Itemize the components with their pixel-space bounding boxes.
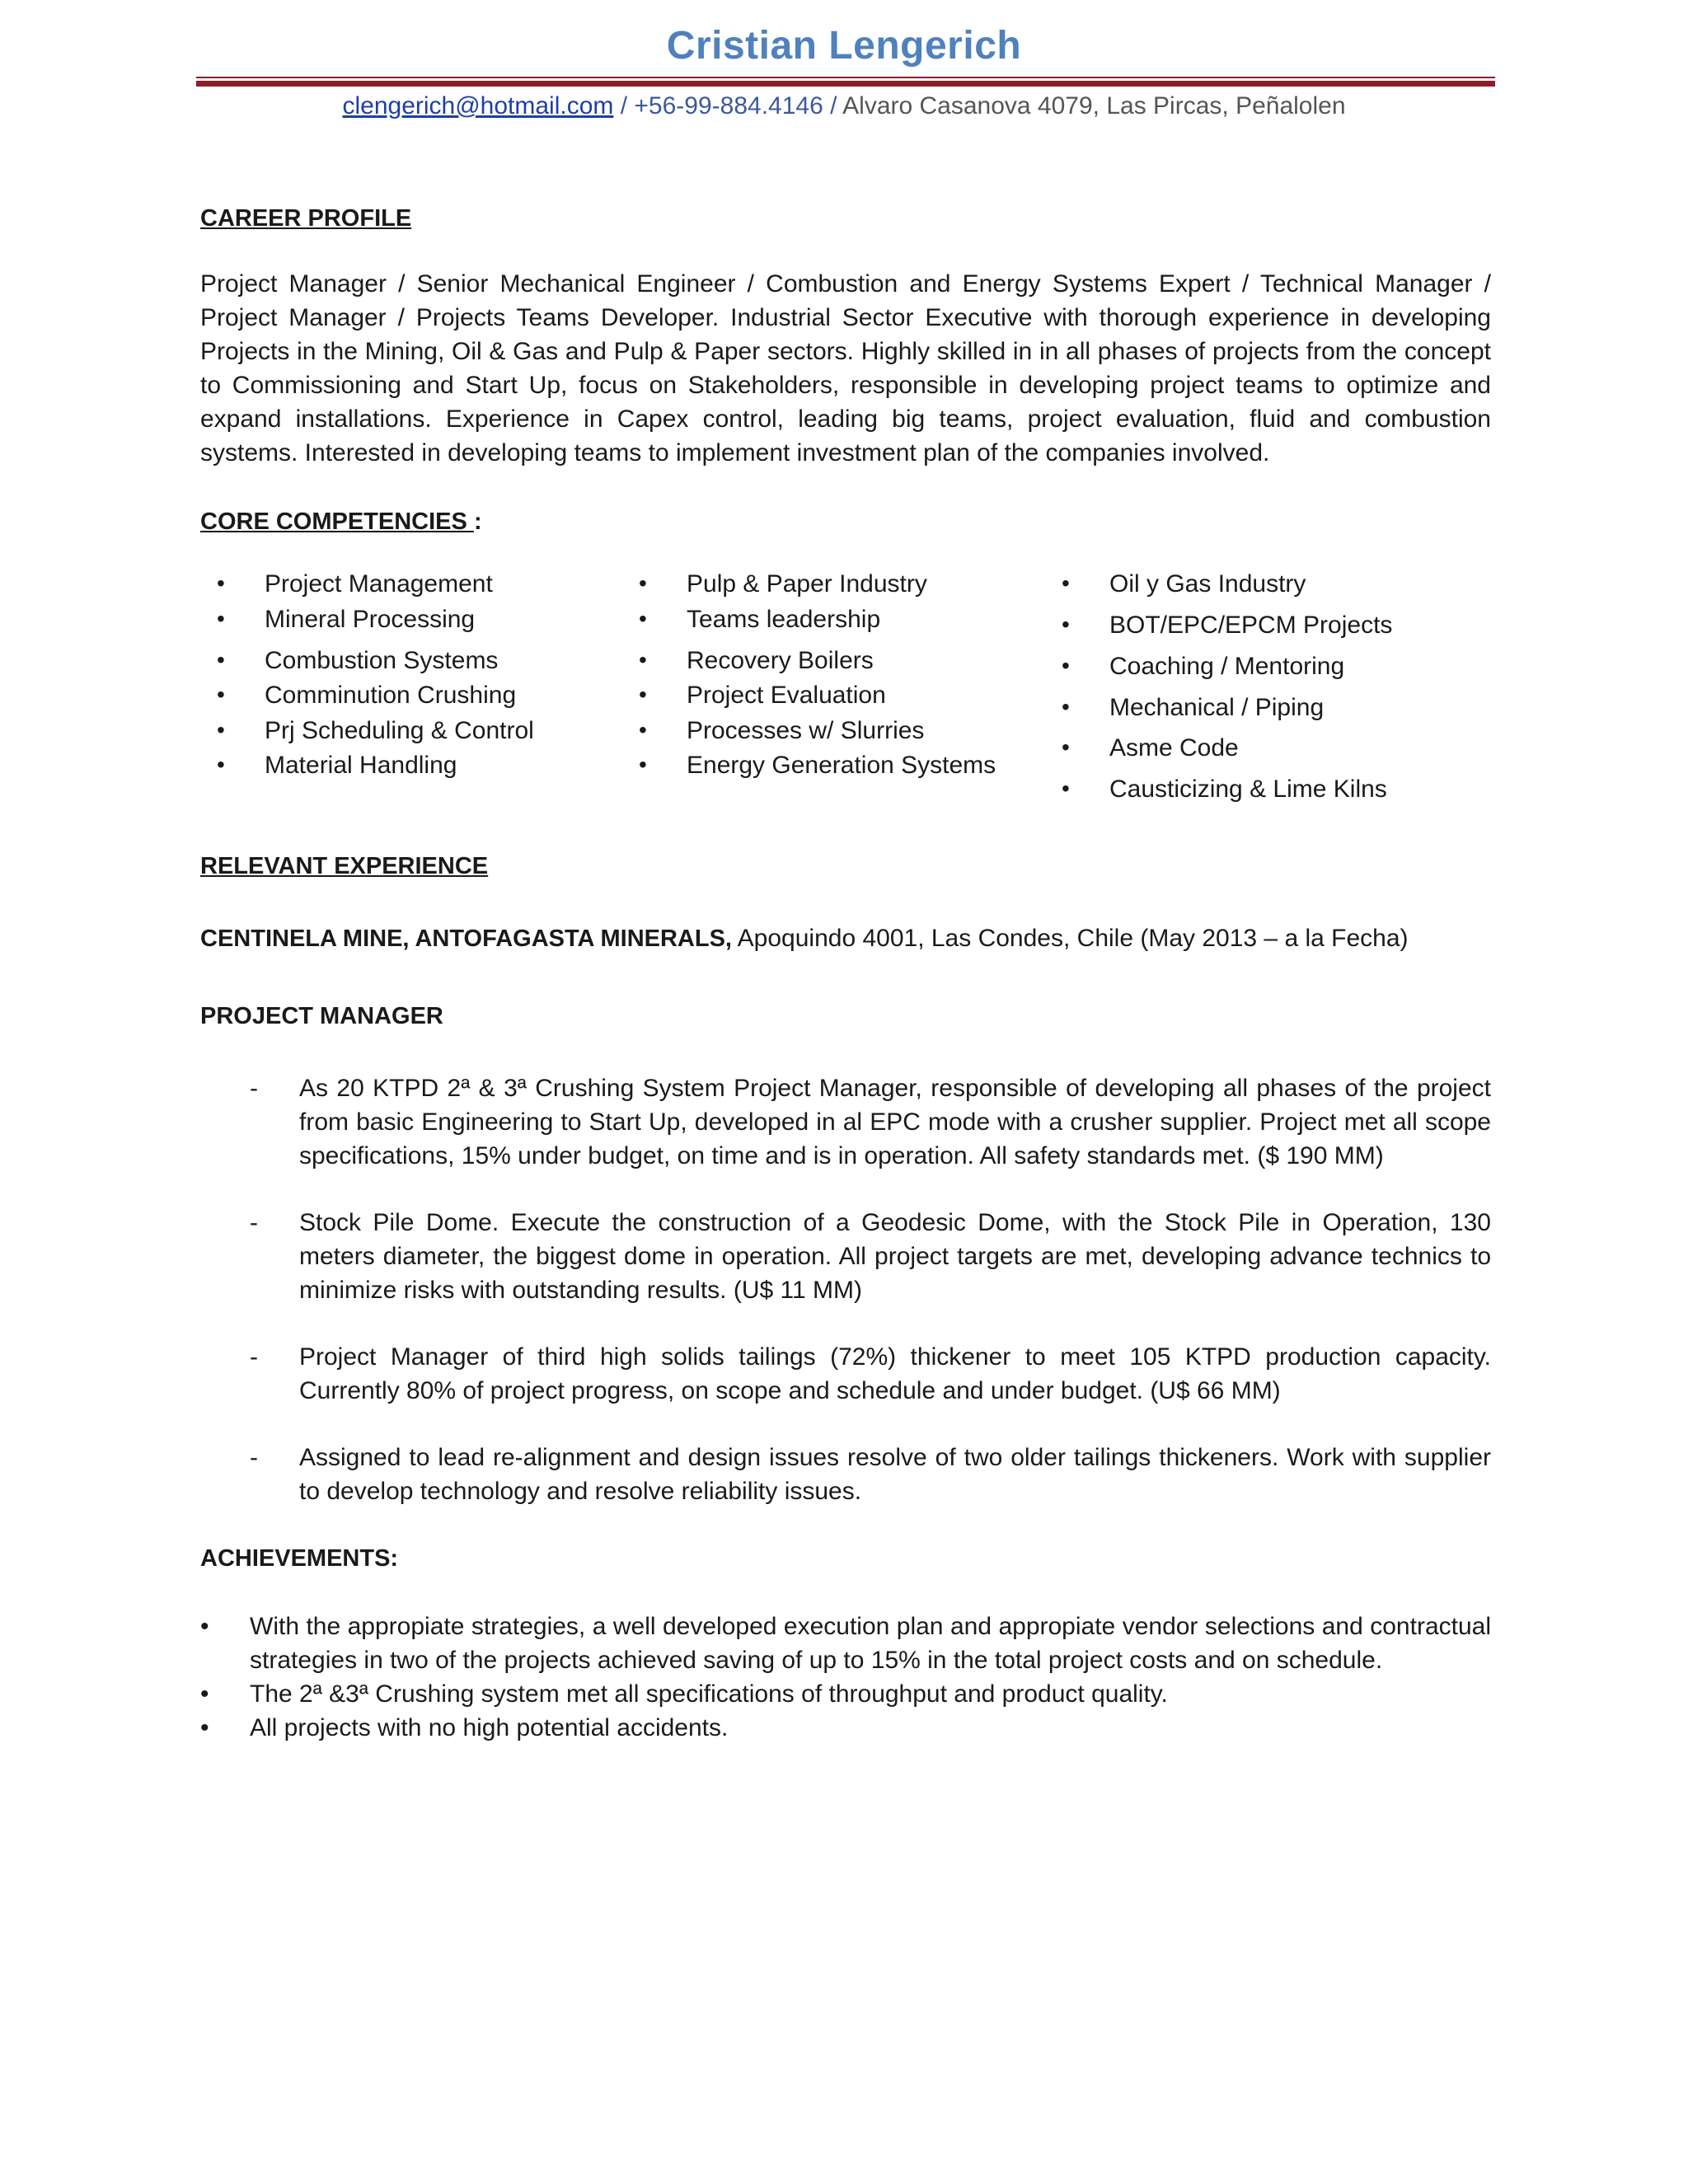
experience-list [200, 1441, 1491, 1508]
achievements-heading-wrap [200, 1541, 1491, 1576]
core-competencies-colon: : [473, 509, 482, 535]
bullet-icon: • [200, 1613, 209, 1640]
bullet-icon: • [639, 606, 647, 631]
relevant-experience-heading: RELEVANT EXPERIENCE [200, 853, 489, 879]
bullet-icon: • [1062, 612, 1070, 637]
competency-item: • Pulp & Paper Industry [639, 570, 927, 598]
bullet-icon: • [639, 682, 647, 707]
email-link[interactable]: clengerich@hotmail.com [342, 92, 614, 120]
relevant-experience-heading-wrap [200, 849, 1491, 883]
bullet-icon: • [1062, 653, 1070, 678]
experience-list [200, 1206, 1491, 1307]
role-title: PROJECT MANAGER [200, 1003, 443, 1029]
header-rule-thick [196, 81, 1495, 87]
bullet-icon: • [639, 752, 647, 777]
experience-list [200, 1340, 1491, 1408]
dash-marker: - [250, 1075, 258, 1102]
bullet-icon: • [217, 606, 225, 631]
bullet-icon: • [200, 1714, 209, 1741]
bullet-icon: • [639, 647, 647, 673]
experience-item: - Project Manager of third high solids tailings (72%) thickener to meet 105 KTPD production capacity. Currently 80% of project progress, on scope and schedule and under budget. (U$ 66 MM) [200, 1340, 1491, 1408]
competency-item: • Comminution Crushing [217, 682, 517, 709]
competency-item: • Combustion Systems [217, 647, 499, 674]
company-line [200, 921, 1491, 956]
dash-marker: - [250, 1444, 258, 1471]
competency-item: • Oil y Gas Industry [1062, 570, 1306, 598]
career-profile-heading: CAREER PROFILE [200, 205, 412, 232]
experience-item: - Stock Pile Dome. Execute the construction of a Geodesic Dome, with the Stock Pile in Operation, 130 meters diameter, the biggest dome in operation. All project targets are met, developing advance technics to minimize risks with outstanding results. (U$ 11 MM) [200, 1206, 1491, 1307]
core-competencies-heading-wrap [200, 504, 1491, 539]
experience-list [200, 1071, 1491, 1173]
competency-item: • Processes w/ Slurries [639, 717, 925, 744]
contact-separator: / [613, 92, 635, 120]
achievement-item: • The 2ª &3ª Crushing system met all specifications of throughput and product quality. [200, 1677, 1491, 1711]
competency-item: • Project Management [217, 570, 493, 598]
bullet-icon: • [639, 570, 647, 596]
bullet-icon: • [200, 1680, 209, 1708]
career-profile-text: Project Manager / Senior Mechanical Engineer / Combustion and Energy Systems Expert / Technical Manager / Project Manager / Projects Teams Developer. Industrial Sector Executive with thorough experience in developing Projects in the Mining, Oil & Gas and Pulp & Paper sectors. Highly skilled in in all phases of projects from the concept to Commissioning and Start Up, focus on Stakeholders, responsible in developing project teams to optimize and expand installations. Experience in Capex control, leading big teams, project evaluation, fluid and combustion systems. Interested in developing teams to implement investment plan of the companies involved. [200, 270, 1491, 466]
bullet-icon: • [217, 717, 225, 743]
competency-item: • Teams leadership [639, 606, 881, 633]
competency-item: • Mechanical / Piping [1062, 694, 1325, 721]
header-rule-thin [196, 77, 1495, 78]
competency-item: • Asme Code [1062, 734, 1239, 762]
experience-item: - Assigned to lead re-alignment and design issues resolve of two older tailings thickeners. Work with supplier to develop technology and resolve reliability issues. [200, 1441, 1491, 1508]
competency-item: • Causticizing & Lime Kilns [1062, 776, 1387, 803]
career-profile-heading-wrap [200, 201, 1491, 236]
competency-item: • Recovery Boilers [639, 647, 874, 674]
contact-line [0, 92, 1688, 120]
dash-marker: - [250, 1343, 258, 1371]
achievements-list [200, 1610, 1491, 1745]
achievement-item: • All projects with no high potential accidents. [200, 1711, 1491, 1745]
competency-item: • Project Evaluation [639, 682, 886, 709]
role-title-wrap [200, 999, 1491, 1033]
bullet-icon: • [217, 570, 225, 596]
core-competencies-heading: CORE COMPETENCIES [200, 509, 474, 535]
competency-item: • BOT/EPC/EPCM Projects [1062, 612, 1393, 639]
company-name: CENTINELA MINE, ANTOFAGASTA MINERALS, [200, 926, 732, 952]
achievement-item: • With the appropiate strategies, a well developed execution plan and appropiate vendor selections and contractual strategies in two of the projects achieved saving of up to 15% in the total project costs and on schedule. [200, 1610, 1491, 1677]
bullet-icon: • [217, 682, 225, 707]
competency-item: • Material Handling [217, 752, 457, 779]
phone-number: +56-99-884.4146 [634, 92, 823, 120]
bullet-icon: • [217, 647, 225, 673]
candidate-name: Cristian Lengerich [666, 24, 1022, 68]
competency-item: • Mineral Processing [217, 606, 476, 633]
competency-item: • Energy Generation Systems [639, 752, 996, 779]
experience-item: - As 20 KTPD 2ª & 3ª Crushing System Project Manager, responsible of developing all phases of the project from basic Engineering to Start Up, developed in al EPC mode with a crusher supplier. Project met all scope specifications, 15% under budget, on time and is in operation. All safety standards met. ($ 190 MM) [200, 1071, 1491, 1173]
bullet-icon: • [1062, 776, 1070, 801]
bullet-icon: • [1062, 734, 1070, 760]
competency-item: • Coaching / Mentoring [1062, 653, 1345, 680]
contact-separator: / [823, 92, 843, 120]
dash-marker: - [250, 1209, 258, 1236]
bullet-icon: • [1062, 694, 1070, 719]
achievements-heading: ACHIEVEMENTS: [200, 1545, 399, 1572]
address: Alvaro Casanova 4079, Las Pircas, Peñalolen [842, 92, 1346, 120]
bullet-icon: • [217, 752, 225, 777]
bullet-icon: • [639, 717, 647, 743]
company-detail: Apoquindo 4001, Las Condes, Chile (May 2013 – a la Fecha) [731, 925, 1409, 952]
competency-item: • Prj Scheduling & Control [217, 717, 534, 744]
bullet-icon: • [1062, 570, 1070, 596]
